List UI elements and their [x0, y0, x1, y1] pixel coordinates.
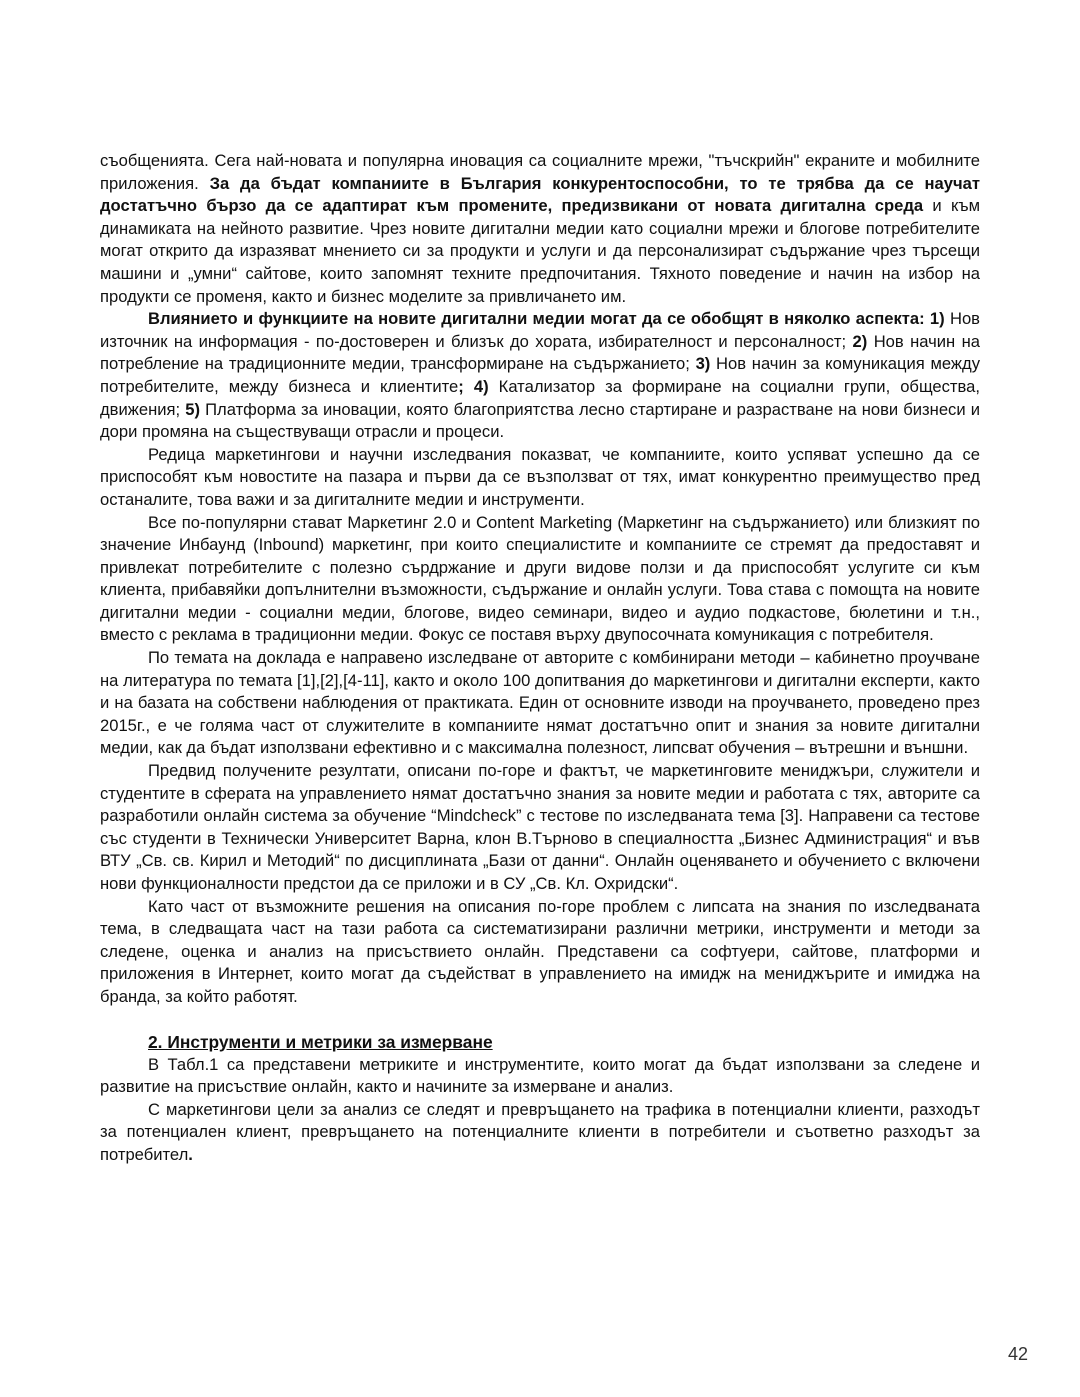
section-paragraph-table: В Табл.1 са представени метриките и инструментите, които могат да бъдат използвани за следене и развитие на присъствие онлайн, както и начините за измерване и анализ. [100, 1054, 980, 1097]
aspect-1-text: Нов източник на информация - по-достоверен и близък до хората, избирателност и персоналност; [100, 309, 980, 351]
paragraph-intro-end: и към динамиката на нейното развитие. Чрез новите дигитални медии като социални мрежи и блогове потребителите могат открито да изразяват мнението си за продукти и услуги и да персонализират съдържание чрез търсещи машини и „умни“ сайтове, които запомнят техните предпочитания. Тяхното поведение и начин на избор на продукти се променя, както и бизнес моделите за привличането им. [100, 196, 980, 306]
section-paragraph-goals [100, 1099, 980, 1167]
section-paragraph-goals-text: С маркетингови цели за анализ се следят и превръщането на трафика в потенциални клиенти, разходът за потенциален клиент, превръщането на потенциалните клиенти в потребители и съответно разходът за потребител [100, 1099, 980, 1164]
paragraph-research: Редица маркетингови и научни изследвания показват, че компаниите, които успяват успешно да се приспособят към новостите на пазара и първи да се възползват от тях, имат конкурентно преимущество пред останалите, това важи и за дигиталните медии и инструменти. [100, 444, 980, 509]
paragraph-study: По темата на доклада е направено изследване от авторите с комбинирани методи – кабинетно проучване на литература по темата [1],[2],[4-11], както и около 100 допитвания до маркетингови и дигитални експерти, както и на базата на собствени наблюдения от практиката. Един от основните изводи на проучването, проведено през 2015г., е че голяма част от служителите в компаниите нямат достатъчно опит и знания за новите дигитални медии, как да бъдат използвани ефективно и с максимална полезност, липсват обучения – вътрешни и външни. [100, 648, 980, 758]
paragraph-aspects [100, 308, 980, 444]
aspect-3-text: Нов начин за комуникация между потребителите, между бизнеса и клиентите [100, 354, 980, 396]
aspect-2-number: 2) [852, 331, 868, 351]
aspect-2-text: Нов начин на потребление на традиционните медии, трансформиране на съдържанието; [100, 331, 981, 374]
paragraph-marketing: Все по-популярни стават Маркетинг 2.0 и Content Marketing (Маркетинг на съдържанието) или близкият по значение Инбаунд (Inbound) маркетинг, при които специалистите и компаниите се стремят да предоставят и привлекат потребителите с полезно сърдржание и други видове ползи и да приспособят услугите си към клиента, прибавяйки допълнителни възможности, съдържание и онлайн услуги. Това става с помощта на новите дигитални медии - социални медии, блогове, видео семинари, видео и аудио подкастове, бюлетини и т.н., вместо с реклама в традиционни медии. Фокус се поставя върху двупосочната комуникация с потребителя. [100, 512, 980, 645]
section-paragraph-goals-period: . [188, 1144, 193, 1164]
paragraph-mindcheck: Предвид получените резултати, описани по-горе и фактът, че маркетинговите мениджъри, служители и студентите в сферата на управлението нямат достатъчно знания за новите медии и работата с тях, авторите са разработили онлайн система за обучение “Mindcheck” с тестове по изследваната тема [3]. Направени са тестове със студенти в Технически Университет Варна, клон В.Търново в специалността „Бизнес Администрация“ и във ВТУ „Св. св. Кирил и Методий“ по дисциплината „Бази от данни“. Онлайн оценяването и обучението с включени нови функционалности предстои да се приложи и в СУ „Св. Кл. Охридски“. [100, 761, 980, 893]
paragraph-solutions: Като част от възможните решения на описания по-горе проблем с липсата на знания по изследваната тема, в следващата част на тази работа са систематизирани различни метрики, инструменти и методи за следене, оценка и анализ на присъствието онлайн. Представени са софтуери, сайтове, платформи и приложения в Интернет, които могат да съдействат в управлението на имидж на мениджърите и имиджа на бранда, за който работят. [100, 896, 980, 1006]
paragraph-intro [100, 150, 980, 308]
aspect-4-text: Катализатор за формиране на социални групи, общества, движения; [100, 376, 980, 419]
section-heading: 2. Инструменти и метрики за измерване [148, 1031, 493, 1052]
aspect-4-number: 4) [473, 376, 489, 396]
aspect-3-semicolon: ; [458, 376, 464, 396]
aspect-5-number: 5) [185, 399, 200, 419]
document-body [100, 150, 980, 1167]
aspect-5-text: Платформа за иновации, която благоприятства лесно стартиране и разрастване на нови бизнеси и дори промяна на съществуващи отрасли и процеси. [100, 399, 980, 442]
page-number: 42 [1007, 1344, 1028, 1364]
paragraph-intro-start: съобщенията. Сега най-новата и популярна иновация са социалните мрежи, "тъчскрийн" екраните и мобилните приложения. [100, 151, 980, 193]
paragraph-intro-bold: За да бъдат компаниите в България конкурентоспособни, то те трябва да се научат достатъчно бързо да се адаптират към промените, предизвикани от новата дигитална среда [100, 173, 980, 216]
aspects-lead: Влиянието и функциите на новите дигитални медии могат да се обобщят в няколко аспекта: 1) [148, 309, 945, 329]
aspect-3-number: 3) [695, 354, 711, 374]
